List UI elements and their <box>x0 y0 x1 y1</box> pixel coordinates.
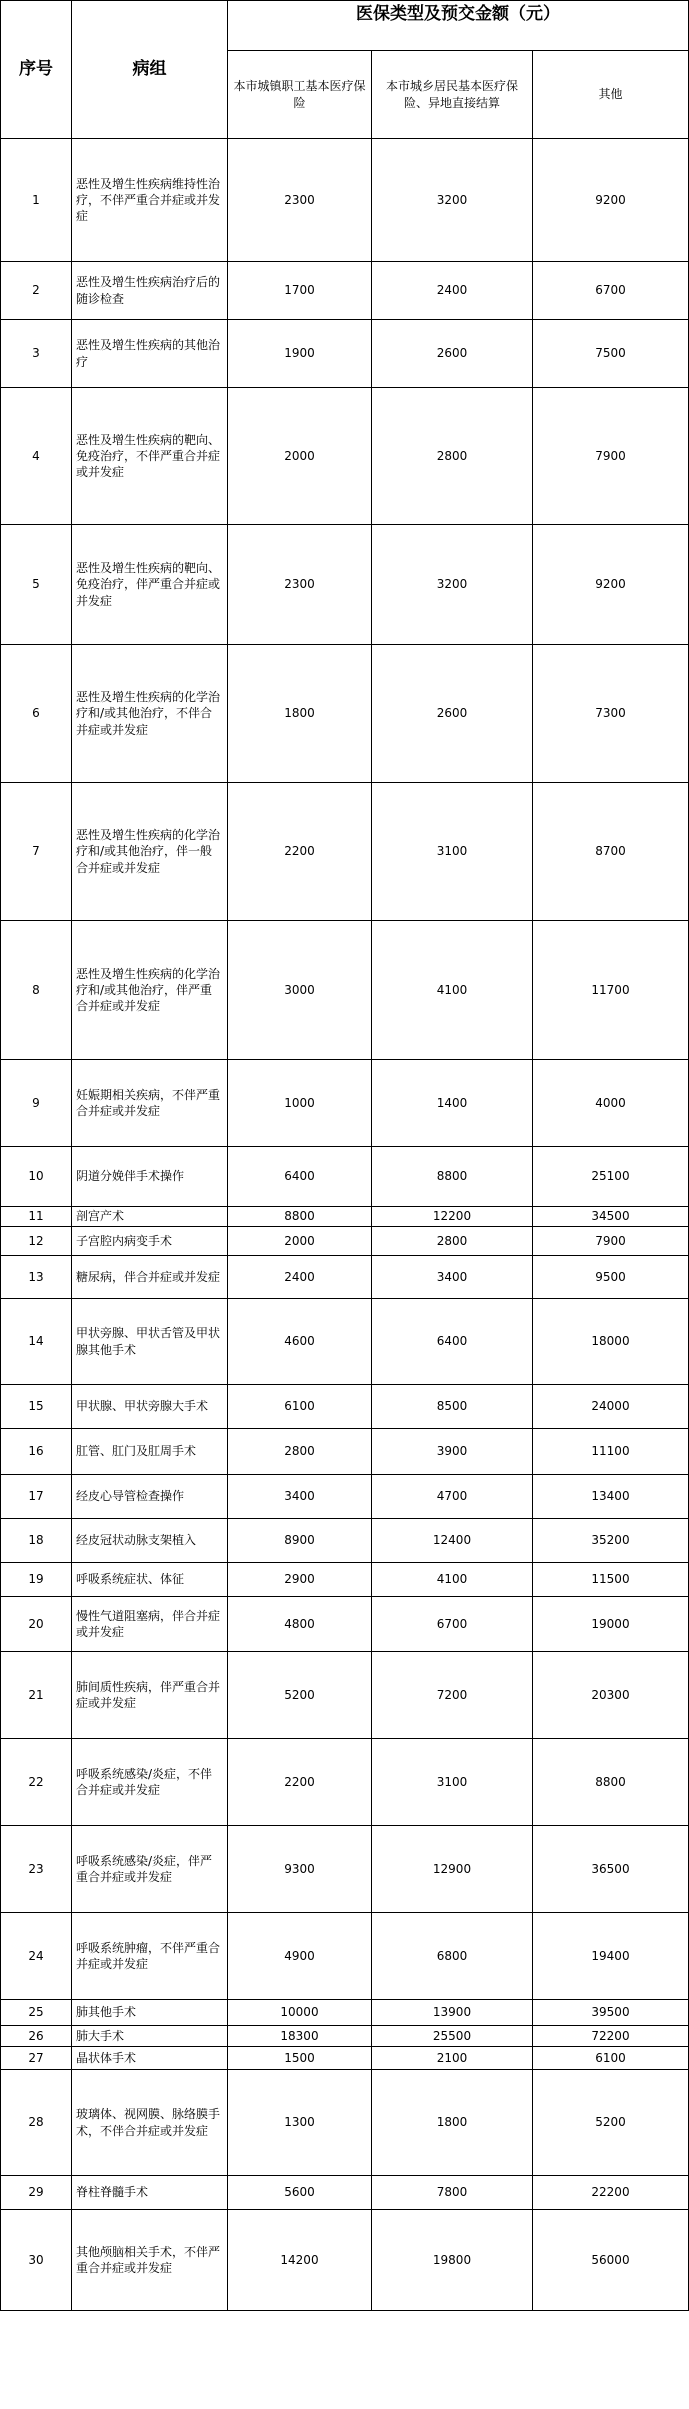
row-no: 3 <box>1 320 72 388</box>
row-employee-amount: 8900 <box>228 1519 372 1563</box>
table-row <box>1 262 689 320</box>
table-row <box>1 1207 689 1227</box>
row-resident-amount: 2600 <box>372 320 533 388</box>
row-disease-group: 恶性及增生性疾病治疗后的随诊检查 <box>72 262 228 320</box>
row-other-amount: 35200 <box>533 1519 689 1563</box>
header-col-other: 其他 <box>533 51 689 139</box>
row-resident-amount: 1800 <box>372 2070 533 2176</box>
table-row <box>1 2070 689 2176</box>
row-other-amount: 11100 <box>533 1429 689 1475</box>
row-disease-group: 其他颅脑相关手术，不伴严重合并症或并发症 <box>72 2210 228 2311</box>
row-no: 8 <box>1 921 72 1060</box>
row-resident-amount: 12200 <box>372 1207 533 1227</box>
row-employee-amount: 1500 <box>228 2047 372 2070</box>
row-no: 26 <box>1 2026 72 2047</box>
header-col-resident: 本市城乡居民基本医疗保险、异地直接结算 <box>372 51 533 139</box>
table-row <box>1 1563 689 1597</box>
row-disease-group: 经皮冠状动脉支架植入 <box>72 1519 228 1563</box>
table-row <box>1 1256 689 1299</box>
row-other-amount: 7900 <box>533 388 689 525</box>
row-disease-group: 糖尿病，伴合并症或并发症 <box>72 1256 228 1299</box>
row-employee-amount: 1000 <box>228 1060 372 1147</box>
row-disease-group: 肺间质性疾病，伴严重合并症或并发症 <box>72 1652 228 1739</box>
row-other-amount: 22200 <box>533 2176 689 2210</box>
row-disease-group: 恶性及增生性疾病的其他治疗 <box>72 320 228 388</box>
table-row <box>1 1227 689 1256</box>
row-employee-amount: 10000 <box>228 2000 372 2026</box>
row-disease-group: 晶状体手术 <box>72 2047 228 2070</box>
row-employee-amount: 1300 <box>228 2070 372 2176</box>
row-employee-amount: 18300 <box>228 2026 372 2047</box>
row-disease-group: 呼吸系统肿瘤，不伴严重合并症或并发症 <box>72 1913 228 2000</box>
row-resident-amount: 3900 <box>372 1429 533 1475</box>
table-row <box>1 1652 689 1739</box>
row-disease-group: 恶性及增生性疾病的化学治疗和/或其他治疗，伴严重合并症或并发症 <box>72 921 228 1060</box>
row-disease-group: 恶性及增生性疾病维持性治疗，不伴严重合并症或并发症 <box>72 139 228 262</box>
row-no: 22 <box>1 1739 72 1826</box>
row-other-amount: 4000 <box>533 1060 689 1147</box>
row-resident-amount: 3200 <box>372 525 533 645</box>
row-no: 28 <box>1 2070 72 2176</box>
row-employee-amount: 8800 <box>228 1207 372 1227</box>
row-employee-amount: 1700 <box>228 262 372 320</box>
row-other-amount: 39500 <box>533 2000 689 2026</box>
row-employee-amount: 3000 <box>228 921 372 1060</box>
row-disease-group: 慢性气道阻塞病，伴合并症或并发症 <box>72 1597 228 1652</box>
row-employee-amount: 14200 <box>228 2210 372 2311</box>
row-resident-amount: 19800 <box>372 2210 533 2311</box>
table-row <box>1 320 689 388</box>
row-no: 7 <box>1 783 72 921</box>
row-disease-group: 呼吸系统症状、体征 <box>72 1563 228 1597</box>
row-employee-amount: 2200 <box>228 783 372 921</box>
row-disease-group: 子宫腔内病变手术 <box>72 1227 228 1256</box>
row-employee-amount: 6400 <box>228 1147 372 1207</box>
row-resident-amount: 6700 <box>372 1597 533 1652</box>
table-row <box>1 2026 689 2047</box>
row-no: 5 <box>1 525 72 645</box>
row-employee-amount: 2000 <box>228 388 372 525</box>
row-no: 24 <box>1 1913 72 2000</box>
table-row <box>1 1429 689 1475</box>
row-no: 21 <box>1 1652 72 1739</box>
row-resident-amount: 3400 <box>372 1256 533 1299</box>
row-resident-amount: 4700 <box>372 1475 533 1519</box>
row-other-amount: 5200 <box>533 2070 689 2176</box>
row-no: 27 <box>1 2047 72 2070</box>
row-resident-amount: 2100 <box>372 2047 533 2070</box>
row-disease-group: 呼吸系统感染/炎症，伴严重合并症或并发症 <box>72 1826 228 1913</box>
row-disease-group: 肺其他手术 <box>72 2000 228 2026</box>
row-resident-amount: 6400 <box>372 1299 533 1385</box>
row-resident-amount: 3100 <box>372 783 533 921</box>
row-no: 12 <box>1 1227 72 1256</box>
table-row <box>1 2047 689 2070</box>
row-resident-amount: 4100 <box>372 1563 533 1597</box>
row-other-amount: 13400 <box>533 1475 689 1519</box>
row-other-amount: 7500 <box>533 320 689 388</box>
row-resident-amount: 2600 <box>372 645 533 783</box>
row-disease-group: 阴道分娩伴手术操作 <box>72 1147 228 1207</box>
row-disease-group: 恶性及增生性疾病的化学治疗和/或其他治疗，伴一般合并症或并发症 <box>72 783 228 921</box>
table-row <box>1 1385 689 1429</box>
row-disease-group: 肺大手术 <box>72 2026 228 2047</box>
table-row <box>1 1597 689 1652</box>
row-resident-amount: 4100 <box>372 921 533 1060</box>
row-disease-group: 妊娠期相关疾病，不伴严重合并症或并发症 <box>72 1060 228 1147</box>
row-disease-group: 甲状腺、甲状旁腺大手术 <box>72 1385 228 1429</box>
table-row <box>1 2000 689 2026</box>
row-disease-group: 剖宫产术 <box>72 1207 228 1227</box>
row-employee-amount: 5200 <box>228 1652 372 1739</box>
row-no: 10 <box>1 1147 72 1207</box>
row-other-amount: 72200 <box>533 2026 689 2047</box>
row-other-amount: 56000 <box>533 2210 689 2311</box>
table-row <box>1 921 689 1060</box>
row-resident-amount: 8800 <box>372 1147 533 1207</box>
row-employee-amount: 4800 <box>228 1597 372 1652</box>
row-disease-group: 经皮心导管检查操作 <box>72 1475 228 1519</box>
row-employee-amount: 6100 <box>228 1385 372 1429</box>
table-row <box>1 388 689 525</box>
table-row <box>1 2210 689 2311</box>
row-resident-amount: 6800 <box>372 1913 533 2000</box>
row-resident-amount: 25500 <box>372 2026 533 2047</box>
row-no: 1 <box>1 139 72 262</box>
row-disease-group: 脊柱脊髓手术 <box>72 2176 228 2210</box>
header-row-1 <box>1 1 689 51</box>
table-body <box>1 139 689 2311</box>
row-employee-amount: 4900 <box>228 1913 372 2000</box>
table-row <box>1 1913 689 2000</box>
row-employee-amount: 9300 <box>228 1826 372 1913</box>
row-disease-group: 玻璃体、视网膜、脉络膜手术，不伴合并症或并发症 <box>72 2070 228 2176</box>
row-employee-amount: 2300 <box>228 139 372 262</box>
header-group: 病组 <box>72 1 228 139</box>
header-col-employee: 本市城镇职工基本医疗保险 <box>228 51 372 139</box>
row-resident-amount: 7200 <box>372 1652 533 1739</box>
row-employee-amount: 2300 <box>228 525 372 645</box>
table-row <box>1 783 689 921</box>
table-row <box>1 1739 689 1826</box>
row-employee-amount: 2200 <box>228 1739 372 1826</box>
row-no: 30 <box>1 2210 72 2311</box>
row-disease-group: 恶性及增生性疾病的化学治疗和/或其他治疗，不伴合并症或并发症 <box>72 645 228 783</box>
table-row <box>1 139 689 262</box>
row-other-amount: 6700 <box>533 262 689 320</box>
row-resident-amount: 12400 <box>372 1519 533 1563</box>
row-other-amount: 6100 <box>533 2047 689 2070</box>
row-resident-amount: 3100 <box>372 1739 533 1826</box>
row-resident-amount: 2800 <box>372 388 533 525</box>
table-row <box>1 645 689 783</box>
row-employee-amount: 3400 <box>228 1475 372 1519</box>
row-other-amount: 8700 <box>533 783 689 921</box>
row-other-amount: 9200 <box>533 139 689 262</box>
row-no: 2 <box>1 262 72 320</box>
row-employee-amount: 2000 <box>228 1227 372 1256</box>
row-other-amount: 19400 <box>533 1913 689 2000</box>
row-other-amount: 19000 <box>533 1597 689 1652</box>
row-no: 13 <box>1 1256 72 1299</box>
row-other-amount: 9500 <box>533 1256 689 1299</box>
row-disease-group: 恶性及增生性疾病的靶向、免疫治疗，不伴严重合并症或并发症 <box>72 388 228 525</box>
row-resident-amount: 8500 <box>372 1385 533 1429</box>
row-resident-amount: 3200 <box>372 139 533 262</box>
row-other-amount: 7900 <box>533 1227 689 1256</box>
row-employee-amount: 1900 <box>228 320 372 388</box>
row-other-amount: 11500 <box>533 1563 689 1597</box>
table-row <box>1 1060 689 1147</box>
row-other-amount: 9200 <box>533 525 689 645</box>
row-no: 9 <box>1 1060 72 1147</box>
row-no: 6 <box>1 645 72 783</box>
row-disease-group: 甲状旁腺、甲状舌管及甲状腺其他手术 <box>72 1299 228 1385</box>
row-employee-amount: 5600 <box>228 2176 372 2210</box>
header-no: 序号 <box>1 1 72 139</box>
row-disease-group: 肛管、肛门及肛周手术 <box>72 1429 228 1475</box>
row-employee-amount: 4600 <box>228 1299 372 1385</box>
table-row <box>1 525 689 645</box>
row-no: 14 <box>1 1299 72 1385</box>
row-resident-amount: 2400 <box>372 262 533 320</box>
row-employee-amount: 2400 <box>228 1256 372 1299</box>
row-no: 4 <box>1 388 72 525</box>
row-no: 16 <box>1 1429 72 1475</box>
row-resident-amount: 12900 <box>372 1826 533 1913</box>
header-insurance-type: 医保类型及预交金额（元） <box>228 1 689 51</box>
row-employee-amount: 2900 <box>228 1563 372 1597</box>
row-no: 19 <box>1 1563 72 1597</box>
row-other-amount: 18000 <box>533 1299 689 1385</box>
row-other-amount: 7300 <box>533 645 689 783</box>
row-no: 29 <box>1 2176 72 2210</box>
row-no: 18 <box>1 1519 72 1563</box>
row-disease-group: 呼吸系统感染/炎症，不伴合并症或并发症 <box>72 1739 228 1826</box>
row-other-amount: 20300 <box>533 1652 689 1739</box>
row-no: 23 <box>1 1826 72 1913</box>
row-other-amount: 34500 <box>533 1207 689 1227</box>
table-row <box>1 1147 689 1207</box>
row-employee-amount: 2800 <box>228 1429 372 1475</box>
row-resident-amount: 7800 <box>372 2176 533 2210</box>
table-row <box>1 2176 689 2210</box>
row-resident-amount: 13900 <box>372 2000 533 2026</box>
row-no: 20 <box>1 1597 72 1652</box>
row-no: 15 <box>1 1385 72 1429</box>
table-row <box>1 1519 689 1563</box>
table-row <box>1 1826 689 1913</box>
row-no: 25 <box>1 2000 72 2026</box>
table-row <box>1 1475 689 1519</box>
row-other-amount: 24000 <box>533 1385 689 1429</box>
table-row <box>1 1299 689 1385</box>
row-other-amount: 25100 <box>533 1147 689 1207</box>
row-employee-amount: 1800 <box>228 645 372 783</box>
row-no: 17 <box>1 1475 72 1519</box>
row-other-amount: 11700 <box>533 921 689 1060</box>
row-resident-amount: 1400 <box>372 1060 533 1147</box>
row-no: 11 <box>1 1207 72 1227</box>
row-resident-amount: 2800 <box>372 1227 533 1256</box>
row-other-amount: 8800 <box>533 1739 689 1826</box>
row-disease-group: 恶性及增生性疾病的靶向、免疫治疗，伴严重合并症或并发症 <box>72 525 228 645</box>
row-other-amount: 36500 <box>533 1826 689 1913</box>
